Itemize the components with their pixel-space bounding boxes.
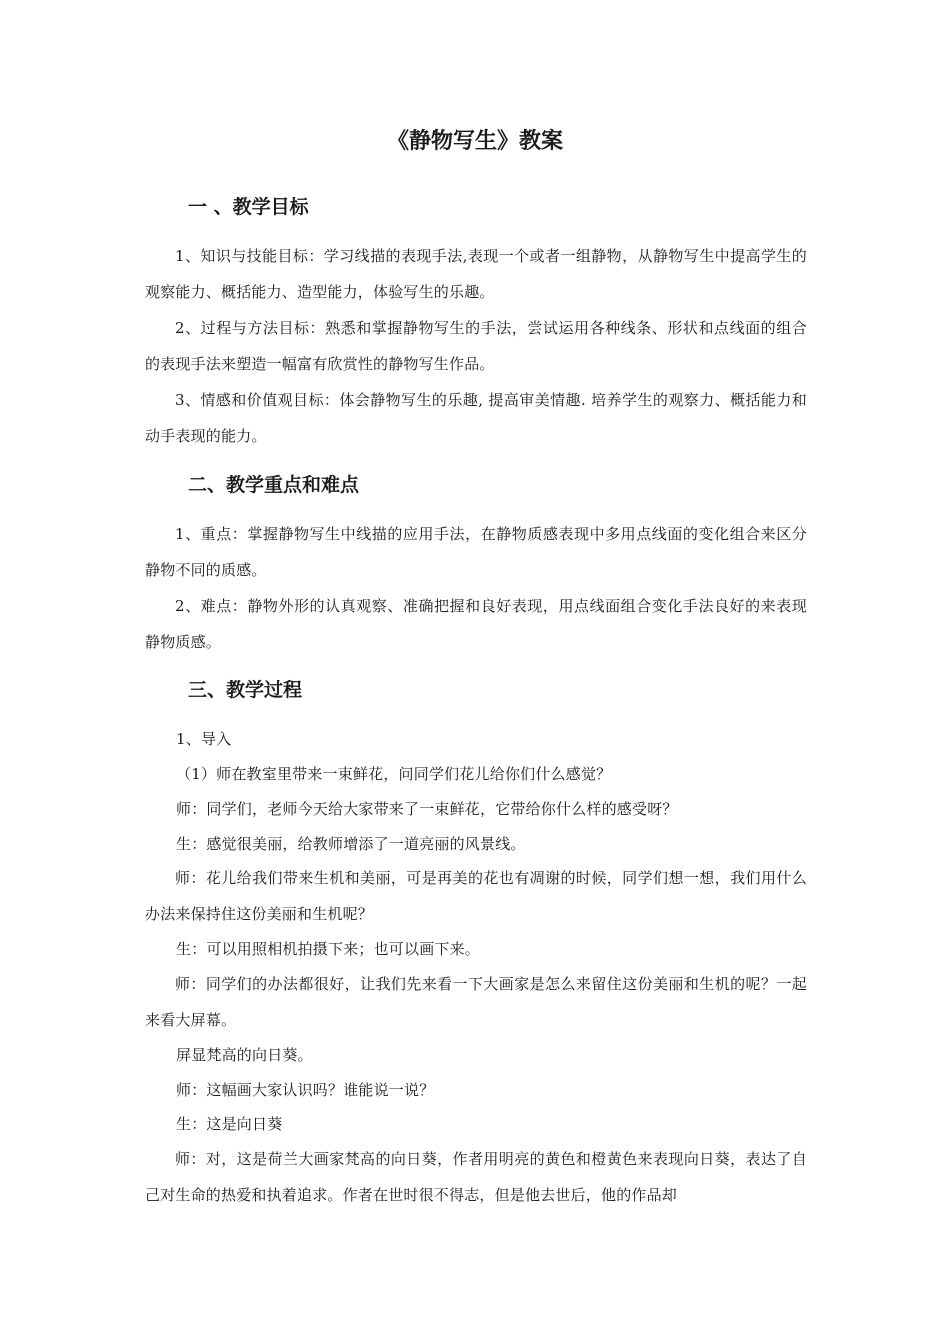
text-line: 师：这幅画大家认识吗？谁能说一说？ — [176, 1081, 435, 1099]
text-line: 生：这是向日葵 — [176, 1115, 283, 1133]
text-line: 生：感觉很美丽，给教师增添了一道亮丽的风景线。 — [176, 835, 526, 853]
text-line: 生：可以用照相机拍摄下来；也可以画下来。 — [176, 940, 481, 958]
paragraph: 2、过程与方法目标：熟悉和掌握静物写生的手法，尝试运用各种线条、形状和点线面的组合的表现手法来塑造一幅富有欣赏性的静物写生作品。 — [145, 319, 807, 373]
paragraph: 1、知识与技能目标：学习线描的表现手法,表现一个或者一组静物，从静物写生中提高学生的观察能力、概括能力、造型能力，体验写生的乐趣。 — [145, 247, 807, 301]
section-heading-process: 三、教学过程 — [188, 679, 303, 701]
paragraph: 师：花儿给我们带来生机和美丽，可是再美的花也有凋谢的时候，同学们想一想，我们用什么办法来保持住这份美丽和生机呢？ — [145, 869, 807, 923]
paragraph: 师：对，这是荷兰大画家梵高的向日葵，作者用明亮的黄色和橙黄色来表现向日葵，表达了自己对生命的热爱和执着追求。作者在世时很不得志，但是他去世后，他的作品却 — [145, 1150, 807, 1204]
text-line: 屏显梵高的向日葵。 — [176, 1046, 313, 1064]
paragraph: 1、重点：掌握静物写生中线描的应用手法，在静物质感表现中多用点线面的变化组合来区分静物不同的质感。 — [145, 525, 807, 579]
paragraph: 3、情感和价值观目标：体会静物写生的乐趣, 提高审美情趣. 培养学生的观察力、概括能力和动手表现的能力。 — [145, 391, 807, 445]
paragraph: 2、难点：静物外形的认真观察、准确把握和良好表现，用点线面组合变化手法良好的来表现静物质感。 — [145, 597, 807, 651]
document-title: 《静物写生》教案 — [386, 129, 563, 154]
paragraph: 师：同学们的办法都很好，让我们先来看一下大画家是怎么来留住这份美丽和生机的呢？一起来看大屏幕。 — [145, 975, 807, 1029]
section-heading-objectives: 一 、教学目标 — [188, 196, 309, 218]
text-line: 1、导入 — [176, 730, 232, 748]
text-line: （1）师在教室里带来一束鲜花，问同学们花儿给你们什么感觉？ — [176, 765, 612, 783]
section-heading-key-points: 二、教学重点和难点 — [188, 474, 360, 496]
text-line: 师：同学们，老师今天给大家带来了一束鲜花，它带给你什么样的感受呀？ — [176, 800, 678, 818]
